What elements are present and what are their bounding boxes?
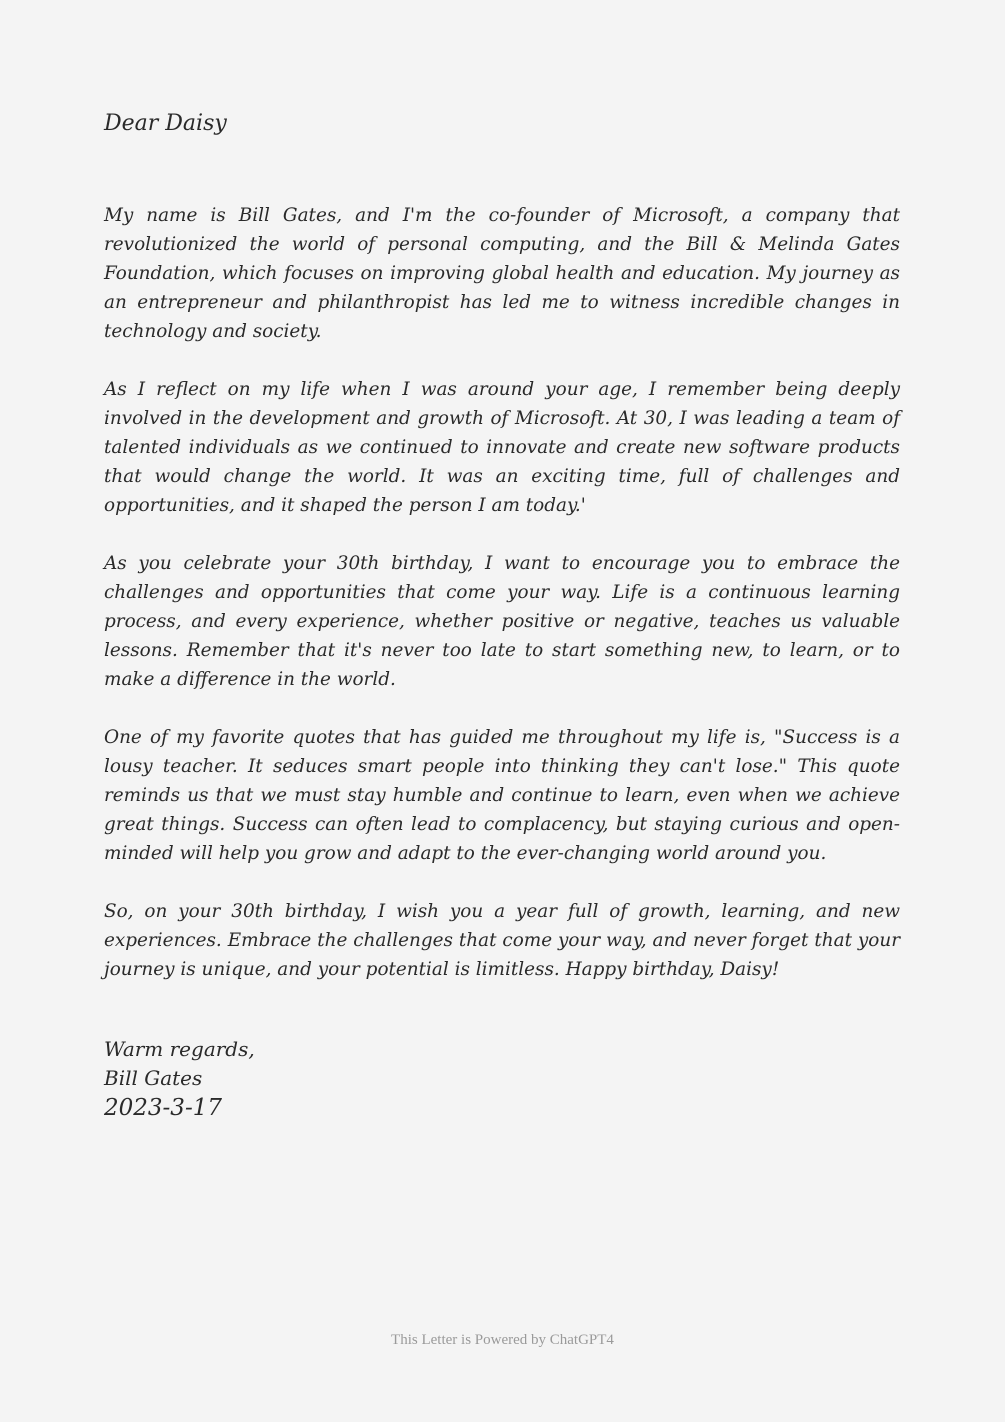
signature: Bill Gates: [104, 1066, 203, 1090]
letter-body: [104, 108, 900, 1123]
letter-paragraph-1: My name is Bill Gates, and I'm the co-founder of Microsoft, a company that revolutionized the world of personal computing, and the Bill & Melinda Gates Foundation, which focuses on improving global health and education. My journey as an entrepreneur and philanthropist has led me to witness incredible changes in technology and society.: [104, 205, 900, 342]
letter-date: 2023-3-17: [104, 1095, 222, 1121]
sign-off: Warm regards,: [104, 1037, 255, 1061]
letter-paragraph-3: As you celebrate your 30th birthday, I want to encourage you to embrace the challenges and opportunities that come your way. Life is a continuous learning process, and every experience, whether positive or negative, teaches us valuable lessons. Remember that it's never too late to start something new, to learn, or to make a difference in the world.: [104, 553, 900, 690]
letter-paragraph-4: One of my favorite quotes that has guided me throughout my life is, "Success is a lousy teacher. It seduces smart people into thinking they can't lose." This quote reminds us that we must stay humble and continue to learn, even when we achieve great things. Success can often lead to complacency, but staying curious and open-minded will help you grow and adapt to the ever-changing world around you.: [104, 727, 900, 864]
letter-paragraph-5: So, on your 30th birthday, I wish you a year full of growth, learning, and new experiences. Embrace the challenges that come your way, and never forget that your journey is unique, and your potential is limitless. Happy birthday, Daisy!: [104, 901, 900, 980]
letter-paragraph-2: As I reflect on my life when I was around your age, I remember being deeply involved in the development and growth of Microsoft. At 30, I was leading a team of talented individuals as we continued to innovate and create new software products that would change the world. It was an exciting time, full of challenges and opportunities, and it shaped the person I am today.': [104, 379, 900, 516]
letter-closing: [104, 1035, 900, 1123]
letter-greeting: Dear Daisy: [104, 111, 227, 136]
footer-note: This Letter is Powered by ChatGPT4: [391, 1332, 614, 1348]
